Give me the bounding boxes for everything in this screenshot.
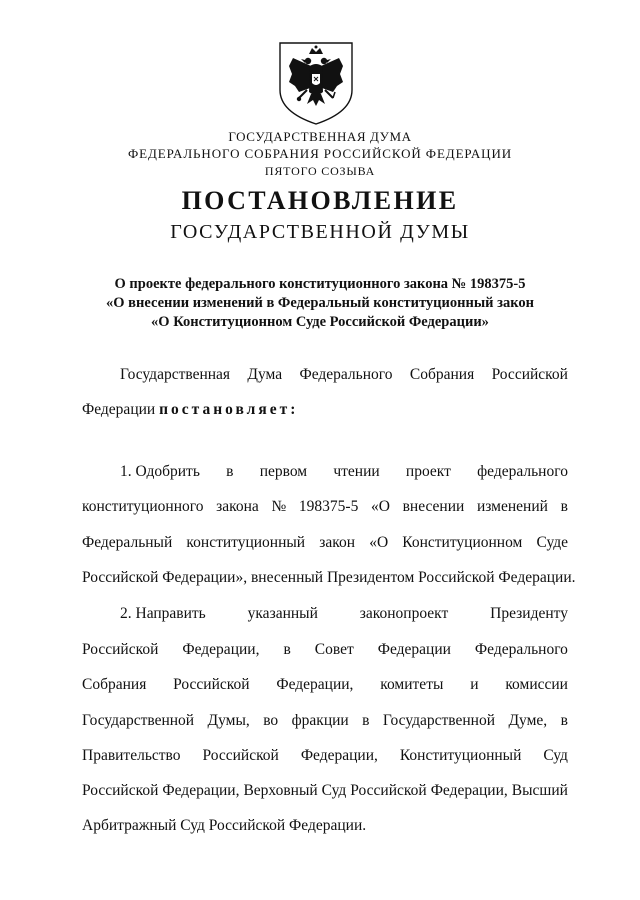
word: внесении — [402, 498, 465, 515]
item1-line-2 — [82, 497, 568, 517]
word: Верховный — [243, 782, 318, 799]
word: комиссии — [505, 676, 568, 693]
word: фракции — [291, 712, 349, 729]
word: 1. Одобрить — [120, 463, 200, 480]
item2-line-4 — [82, 711, 568, 731]
word: и — [470, 676, 479, 693]
header-line-2: ФЕДЕРАЛЬНОГО СОБРАНИЯ РОССИЙСКОЙ ФЕДЕРАЦИИ — [127, 146, 513, 161]
word: Суд — [321, 782, 347, 799]
word: Федерации, — [162, 782, 240, 799]
preamble-line-1 — [120, 365, 568, 385]
word: закон — [319, 534, 356, 551]
word: указанный — [247, 605, 318, 622]
word: Российской — [491, 366, 568, 383]
word: проект — [405, 463, 451, 480]
item1-line-4: Российской Федерации», внесенный Президентом Российской Федерации. — [82, 569, 576, 586]
preamble-text: Федерации — [82, 401, 156, 418]
word: в — [560, 712, 568, 729]
word: Российской — [82, 641, 159, 658]
word: Высший — [511, 782, 568, 799]
word: Суде — [536, 534, 568, 551]
word: Федерации, — [300, 747, 378, 764]
item2-line-1 — [120, 604, 568, 624]
word: Федерального — [299, 366, 393, 383]
word: Суд — [543, 747, 568, 764]
preamble-line-2 — [82, 400, 568, 420]
word: законопроект — [359, 605, 449, 622]
word: в — [362, 712, 370, 729]
subject-line-2: «О внесении изменений в Федеральный конституционный закон — [106, 295, 534, 311]
item2-line-3 — [82, 675, 568, 695]
word: чтении — [333, 463, 380, 480]
word: Российской — [350, 782, 427, 799]
word: конституционный — [186, 534, 306, 551]
word: конституционного — [82, 498, 204, 515]
word: Федерации, — [430, 782, 508, 799]
word: Конституционный — [399, 747, 522, 764]
document-subtitle: ГОСУДАРСТВЕННОЙ ДУМЫ — [170, 221, 470, 243]
word: Государственная — [120, 366, 231, 383]
word: Российской — [173, 676, 250, 693]
word: Собрания — [82, 676, 147, 693]
word: в — [560, 498, 568, 515]
word: Федерации — [377, 641, 451, 658]
item2-line-2 — [82, 640, 568, 660]
word: закона — [216, 498, 259, 515]
coat-of-arms-emblem — [277, 40, 355, 126]
word: Государственной — [382, 712, 496, 729]
word: во — [263, 712, 279, 729]
word: Совет — [314, 641, 354, 658]
word: Федерального — [474, 641, 568, 658]
subject-line-1: О проекте федерального конституционного закона № 198375-5 — [114, 276, 526, 292]
item1-line-3 — [82, 533, 568, 553]
word: 2. Направить — [120, 605, 206, 622]
item2-line-6 — [82, 781, 568, 801]
word: Собрания — [409, 366, 475, 383]
word: Государственной — [82, 712, 195, 729]
word: Президенту — [490, 605, 568, 622]
word: Думы, — [207, 712, 250, 729]
header-line-1: ГОСУДАРСТВЕННАЯ ДУМА — [228, 129, 412, 144]
word: федерального — [477, 463, 568, 480]
subject-line-3: «О Конституционном Суде Российской Федерации» — [151, 314, 489, 330]
word: Конституционном — [402, 534, 523, 551]
word: первом — [259, 463, 308, 480]
word: Российской — [202, 747, 279, 764]
item2-line-5 — [82, 746, 568, 766]
word: 198375-5 — [298, 498, 359, 515]
word: № — [271, 498, 287, 515]
item1-line-1 — [120, 462, 568, 482]
word: Дума — [247, 366, 283, 383]
word: «О — [369, 534, 389, 551]
word: Федерации, — [276, 676, 354, 693]
word: комитеты — [380, 676, 444, 693]
document-title: ПОСТАНОВЛЕНИЕ — [181, 186, 459, 215]
word: «О — [370, 498, 390, 515]
word: Правительство — [82, 747, 181, 764]
decree-verb: постановляет: — [159, 401, 299, 418]
word: изменений — [476, 498, 548, 515]
item2-line-7: Арбитражный Суд Российской Федерации. — [82, 817, 367, 834]
word: Российской — [82, 782, 159, 799]
word: в — [226, 463, 234, 480]
word: Думе, — [508, 712, 548, 729]
word: в — [283, 641, 291, 658]
word: Федеральный — [82, 534, 173, 551]
word: Федерации, — [182, 641, 260, 658]
header-line-3: ПЯТОГО СОЗЫВА — [264, 164, 376, 178]
